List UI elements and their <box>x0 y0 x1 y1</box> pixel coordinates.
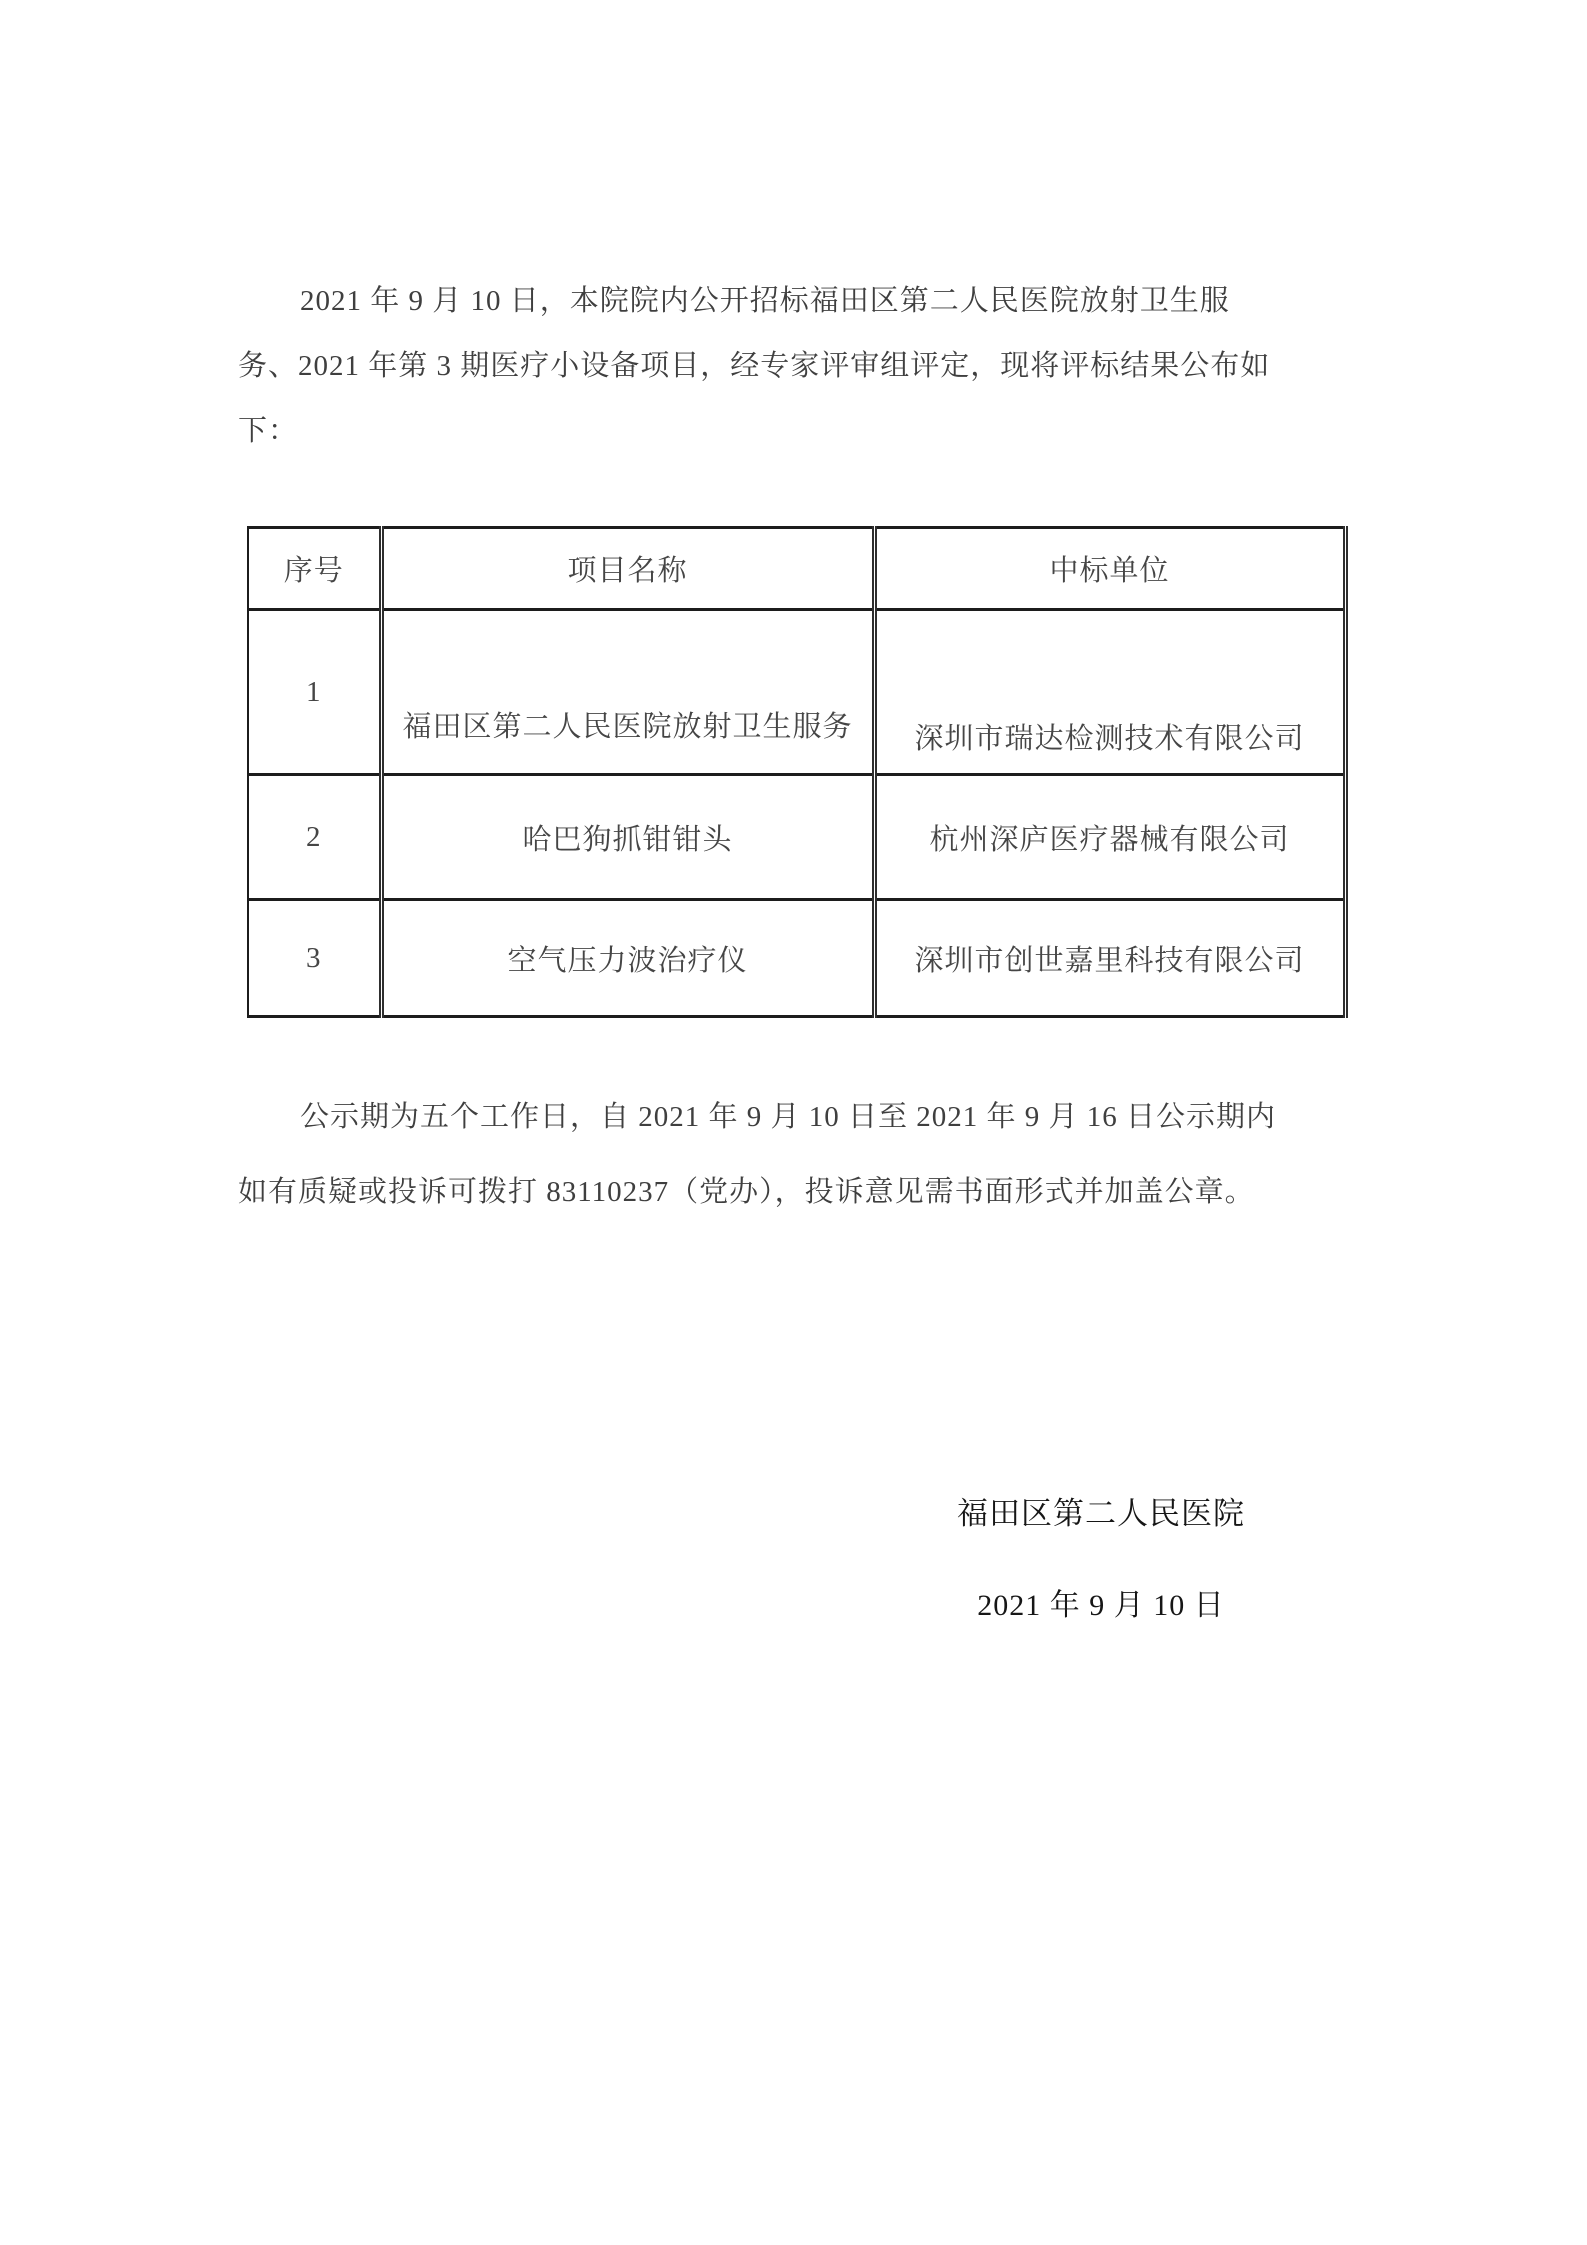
row-number: 2 <box>248 775 381 900</box>
winning-bidder: 杭州深庐医疗器械有限公司 <box>874 775 1345 900</box>
row-number: 3 <box>248 900 381 1017</box>
table-row <box>248 900 1345 1017</box>
table-row <box>248 610 1345 775</box>
intro-paragraph <box>238 269 1356 464</box>
notice-paragraph <box>238 1080 1356 1230</box>
winning-bidder: 深圳市创世嘉里科技有限公司 <box>874 900 1345 1017</box>
project-name: 空气压力波治疗仪 <box>381 900 874 1017</box>
header-cell-winner: 中标单位 <box>874 528 1345 610</box>
table-header-row <box>248 528 1345 610</box>
notice-line-2: 如有质疑或投诉可拨打 83110237（党办），投诉意见需书面形式并加盖公章。 <box>238 1176 1255 1208</box>
notice-line-1: 公示期为五个工作日，自 2021 年 9 月 10 日至 2021 年 9 月 16 日公示期内 <box>300 1101 1277 1133</box>
winning-bidder: 深圳市瑞达检测技术有限公司 <box>874 610 1345 775</box>
header-cell-project: 项目名称 <box>381 528 874 610</box>
header-cell-no: 序号 <box>248 528 381 610</box>
project-name: 哈巴狗抓钳钳头 <box>381 775 874 900</box>
project-name: 福田区第二人民医院放射卫生服务 <box>381 610 874 775</box>
table-row <box>248 775 1345 900</box>
intro-line-2: 务、2021 年第 3 期医疗小设备项目，经专家评审组评定，现将评标结果公布如 <box>238 350 1271 382</box>
intro-line-3: 下： <box>238 415 299 447</box>
intro-line-1: 2021 年 9 月 10 日，本院院内公开招标福田区第二人民医院放射卫生服 <box>300 285 1230 317</box>
bid-results-table <box>247 526 1348 1018</box>
signature-date: 2021 年 9 月 10 日 <box>977 1589 1225 1622</box>
signature-block <box>940 1492 1262 1628</box>
row-number: 1 <box>248 610 381 775</box>
signature-organization: 福田区第二人民医院 <box>957 1496 1245 1531</box>
